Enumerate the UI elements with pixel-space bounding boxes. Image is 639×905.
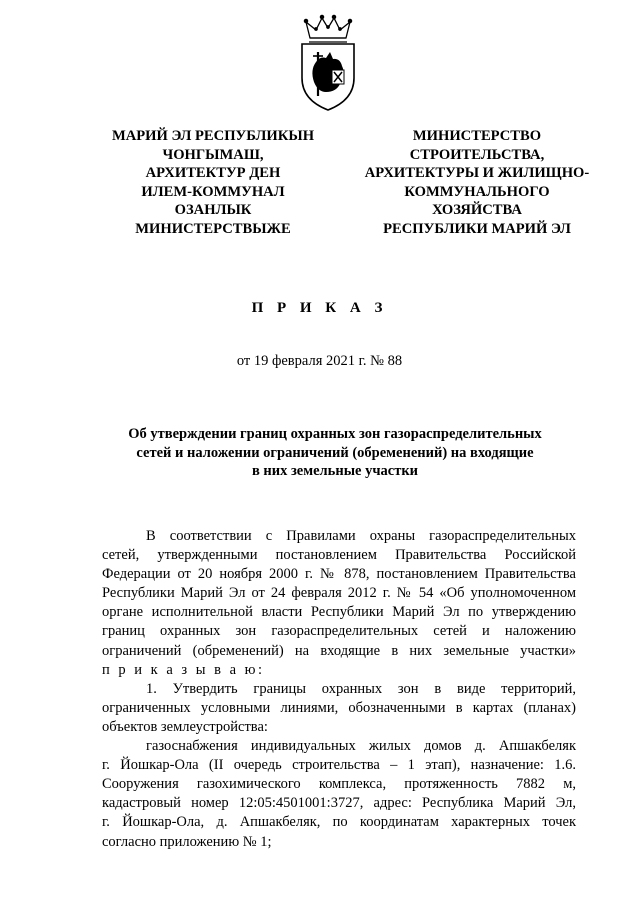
body-line: 1. Утвердить границы охранных зон в виде территорий, xyxy=(146,680,576,697)
document-header xyxy=(88,127,608,238)
document-title: П Р И К А З xyxy=(251,300,388,316)
body-line: ограниченных условными линиями, обозначенными в картах (планах) xyxy=(102,699,576,716)
body-line: Республики Марий Эл от 24 февраля 2012 г. № 54 «Об уполномоченном xyxy=(102,585,576,602)
header-mari-name xyxy=(88,127,338,238)
header-right-line: РЕСПУБЛИКИ МАРИЙ ЭЛ xyxy=(383,220,571,237)
header-left-line: ИЛЕМ-КОММУНАЛ xyxy=(141,183,285,200)
header-right-line: АРХИТЕКТУРЫ И ЖИЛИЩНО- xyxy=(364,165,590,181)
header-right-line: КОММУНАЛЬНОГО xyxy=(404,183,550,200)
body-line: границ охранных зон газораспределительных сетей и наложению xyxy=(102,623,576,640)
body-line: кадастровый номер 12:05:4501001:3727, адрес: Республика Марий Эл, xyxy=(102,795,576,812)
preamble-paragraph xyxy=(102,527,576,680)
body-line: г. Йошкар-Ола (II очередь строительства – 1 этап), назначение: 1.6. xyxy=(102,757,576,774)
header-left-line: ОЗАНЛЫК xyxy=(174,202,252,218)
header-right-line: ХОЗЯЙСТВА xyxy=(432,202,522,218)
item-1-paragraph xyxy=(102,680,576,737)
item-1-subparagraph xyxy=(102,737,576,852)
header-left-line: ЧОНГЫМАШ, xyxy=(162,146,264,163)
subject-line: в них земельные участки xyxy=(251,463,419,479)
header-right-line: МИНИСТЕРСТВО xyxy=(412,128,542,144)
body-line: согласно приложению № 1; xyxy=(102,833,272,850)
body-line: газоснабжения индивидуальных жилых домов д. Апшакбеляк xyxy=(146,738,576,755)
header-left-line: МАРИЙ ЭЛ РЕСПУБЛИКЫН xyxy=(111,128,315,144)
body-line: г. Йошкар-Ола, д. Апшакбеляк, по координатам характерных точек xyxy=(102,814,576,831)
document-date: от 19 февраля 2021 г. № 88 xyxy=(236,353,403,369)
body-line: Федерации от 20 ноября 2000 г. № 878, постановлением Правительства xyxy=(102,566,576,583)
body-line: объектов землеустройства: xyxy=(102,718,268,735)
document-subject xyxy=(100,425,570,481)
prikazyvayu-line: п р и к а з ы в а ю: xyxy=(102,661,265,678)
header-left-line: АРХИТЕКТУР ДЕН xyxy=(145,165,281,181)
header-right-line: СТРОИТЕЛЬСТВА, xyxy=(409,146,545,163)
coat-of-arms-emblem xyxy=(296,12,360,112)
body-line: сетей, утвержденными постановлением Правительства Российской xyxy=(102,547,576,564)
body-line: В соответствии с Правилами охраны газораспределительных xyxy=(146,528,576,544)
header-russian-name xyxy=(346,127,608,238)
body-line: Сооружения газохимического комплекса, протяженность 7882 м, xyxy=(102,776,576,793)
body-line: ограничений (обременений) на входящие в них земельные участки» xyxy=(102,642,576,659)
subject-line: сетей и наложении ограничений (обременений) на входящие xyxy=(136,444,534,461)
header-left-line: МИНИСТЕРСТВЫЖЕ xyxy=(135,220,291,237)
document-body xyxy=(102,527,576,852)
body-line: органе исполнительной власти Республики Марий Эл по утверждению xyxy=(102,604,576,621)
subject-line: Об утверждении границ охранных зон газораспределительных xyxy=(128,426,542,442)
